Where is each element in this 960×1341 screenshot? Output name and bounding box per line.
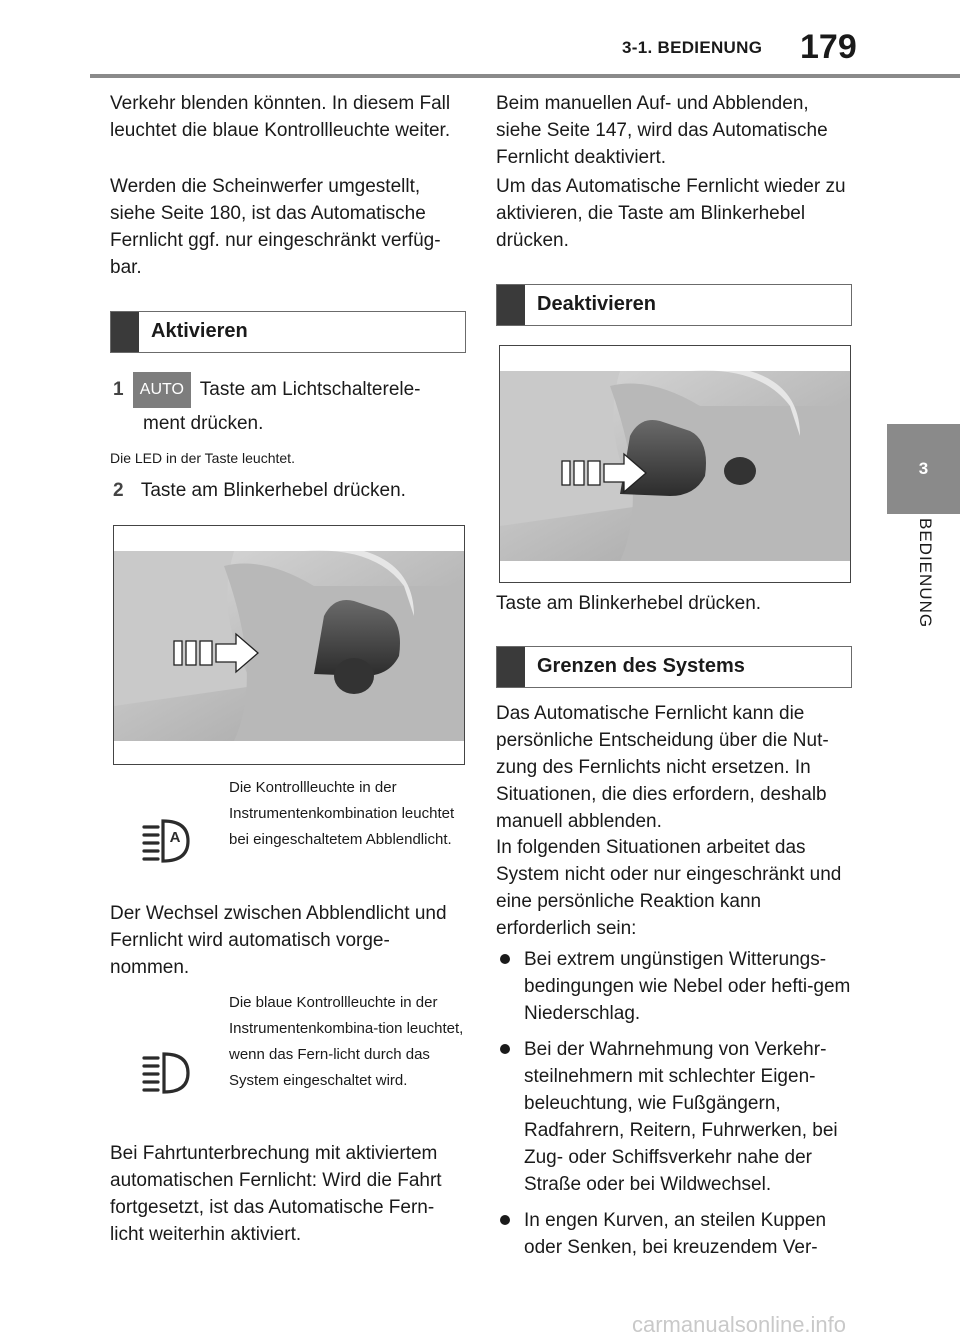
lever-illustration — [114, 526, 464, 764]
section-bar — [497, 647, 525, 687]
list-item: Bei extrem ungünstigen Witterungs-bedingungen wie Nebel oder hefti-gem Niederschlag. — [496, 946, 851, 1027]
resume-paragraph: Bei Fahrtunterbrechung mit aktiviertem automatischen Fernlicht: Wird die Fahrt fortgesetzt, ist das Automatische Fern-licht weiterhin aktiviert. — [110, 1143, 442, 1245]
list-item: Bei der Wahrnehmung von Verkehr-steilnehmern mit schlechter Eigen-beleuchtung, wie Fußgängern, Radfahrern, Reitern, Fuhrwerken, bei Zug- oder Schiffsverkehr nahe der Straße oder bei Wildwechsel. — [496, 1036, 851, 1198]
header-rule — [90, 74, 960, 78]
watermark: carmanualsonline.info — [632, 1312, 847, 1337]
auto-key-icon: AUTO — [133, 372, 191, 408]
svg-text:A: A — [169, 829, 181, 846]
list-item: In engen Kurven, an steilen Kuppen oder Senken, bei kreuzendem Ver- — [496, 1207, 851, 1261]
right-intro-paragraph-1: Beim manuellen Auf- und Abblenden, siehe Seite 147, wird das Automatische Fernlicht deaktiviert. — [496, 93, 828, 168]
indicator-1-description: Die Kontrollleuchte in der Instrumentenkombination leuchtet bei eingeschaltetem Abblendlicht. — [229, 779, 455, 848]
step-number: 1 — [113, 379, 124, 401]
intro-paragraph-2: Werden die Scheinwerfer umgestellt, siehe Seite 180, ist das Automatische Fernlicht ggf. nur eingeschränkt verfüg-bar. — [110, 176, 441, 278]
step-2-text: Taste am Blinkerhebel drücken. — [140, 480, 406, 501]
step-1 — [113, 372, 473, 408]
section-title: 3-1. BEDIENUNG — [622, 38, 763, 57]
bullet-icon — [500, 1044, 510, 1054]
chapter-tab: 3 — [887, 424, 960, 514]
lever-illustration — [500, 346, 850, 582]
section-header-activate — [110, 311, 466, 353]
lever-figure — [499, 345, 851, 583]
section-header-deactivate — [496, 284, 852, 326]
indicator-2-description: Die blaue Kontrollleuchte in der Instrumentenkombina-tion leuchtet, wenn das Fern-licht durch das System eingeschaltet wird. — [229, 994, 464, 1089]
section-header-title: Aktivieren — [151, 320, 248, 342]
step-2 — [113, 477, 473, 504]
limits-list — [496, 946, 851, 1270]
lever-figure — [113, 525, 465, 765]
page-number: 179 — [800, 28, 857, 66]
bullet-icon — [500, 1215, 510, 1225]
limits-paragraph-2: In folgenden Situationen arbeitet das System nicht oder nur eingeschränkt und eine persönliche Reaktion kann erforderlich sein: — [496, 837, 842, 939]
high-beam-icon — [140, 1050, 195, 1096]
section-bar — [111, 312, 139, 352]
step-1-text: Taste am Lichtschalterele- — [199, 379, 421, 401]
section-header-title: Deaktivieren — [537, 293, 656, 315]
section-header-limits — [496, 646, 852, 688]
chapter-label: BEDIENUNG — [916, 518, 935, 629]
intro-paragraph-1: Verkehr blenden könnten. In diesem Fall leuchtet die blaue Kontrollleuchte weiter. — [110, 93, 451, 141]
bullet-icon — [500, 954, 510, 964]
auto-high-beam-icon — [140, 815, 195, 865]
right-intro-paragraph-2: Um das Automatische Fernlicht wieder zu aktivieren, die Taste am Blinkerhebel drücken. — [496, 176, 846, 251]
limits-paragraph-1: Das Automatische Fernlicht kann die persönliche Entscheidung über die Nut-zung des Fernlichts nicht ersetzen. In Situationen, die dies erfordern, deshalb manuell abblenden. — [496, 703, 829, 832]
section-bar — [497, 285, 525, 325]
switch-paragraph: Der Wechsel zwischen Abblendlicht und Fernlicht wird automatisch vorge-nommen. — [110, 903, 447, 978]
section-header-title: Grenzen des Systems — [537, 655, 745, 677]
led-note: Die LED in der Taste leuchtet. — [110, 450, 295, 466]
figure-caption: Taste am Blinkerhebel drücken. — [496, 593, 762, 614]
step-number: 2 — [113, 480, 124, 501]
step-1-continuation: ment drücken. — [143, 413, 264, 434]
